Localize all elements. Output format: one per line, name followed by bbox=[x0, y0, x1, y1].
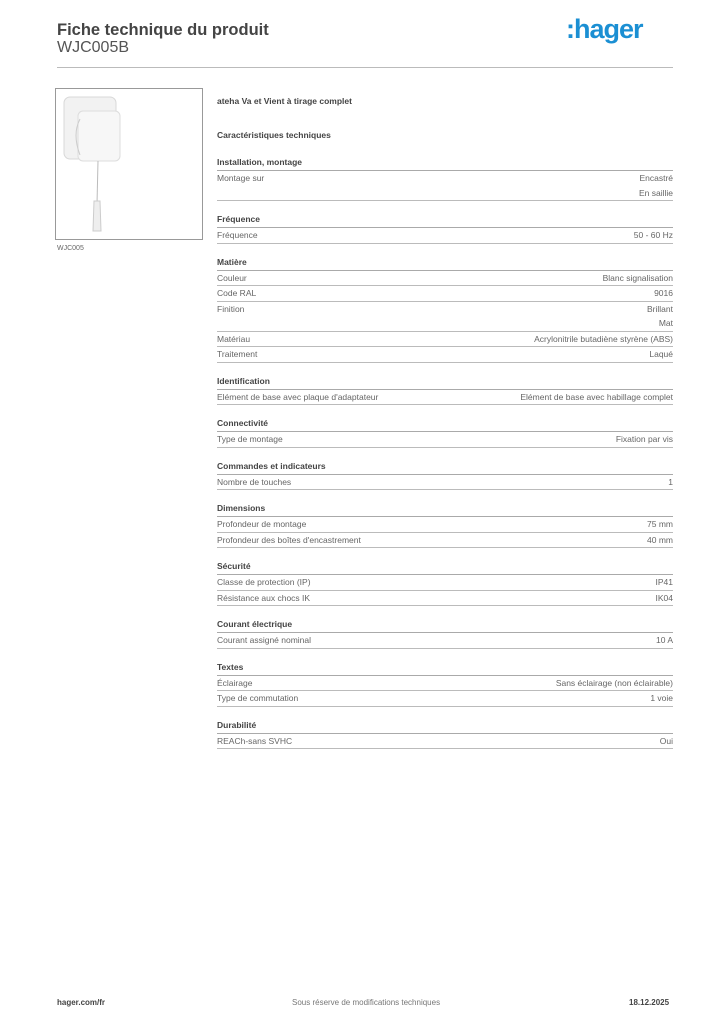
spec-value-line: IP41 bbox=[655, 577, 673, 587]
section-title: Identification bbox=[217, 375, 673, 390]
spec-label: Nombre de touches bbox=[217, 476, 292, 487]
spec-value bbox=[668, 475, 673, 490]
spec-value bbox=[616, 432, 673, 447]
spec-label: Profondeur des boîtes d'encastrement bbox=[217, 534, 361, 545]
section-title: Matière bbox=[217, 256, 673, 271]
spec-label: Finition bbox=[217, 303, 245, 314]
spec-label: Fréquence bbox=[217, 230, 258, 240]
spec-value bbox=[656, 591, 674, 606]
spec-row bbox=[217, 691, 673, 707]
section-title: Installation, montage bbox=[217, 156, 673, 171]
spec-content bbox=[217, 96, 673, 749]
spec-row bbox=[217, 591, 673, 607]
spec-section bbox=[217, 213, 673, 244]
spec-row bbox=[217, 228, 673, 244]
image-caption: WJC005 bbox=[57, 245, 84, 252]
section-title: Connectivité bbox=[217, 417, 673, 432]
spec-value bbox=[656, 633, 673, 648]
header-divider bbox=[57, 67, 673, 68]
spec-value bbox=[639, 171, 673, 200]
spec-value bbox=[534, 332, 673, 347]
page-title: Fiche technique du produit bbox=[57, 21, 269, 39]
spec-value-line: 40 mm bbox=[647, 534, 673, 545]
spec-label: REACh-sans SVHC bbox=[217, 735, 293, 746]
spec-label: Type de montage bbox=[217, 434, 283, 444]
spec-value-line: 1 bbox=[668, 476, 673, 487]
spec-label: Courant assigné nominal bbox=[217, 635, 312, 645]
spec-value bbox=[647, 533, 673, 548]
spec-value bbox=[647, 302, 673, 331]
spec-row bbox=[217, 171, 673, 201]
spec-section bbox=[217, 560, 673, 606]
spec-value-line: 9016 bbox=[654, 288, 673, 298]
pull-switch-illustration bbox=[56, 89, 202, 239]
spec-value-line: Blanc signalisation bbox=[602, 272, 673, 283]
spec-value bbox=[654, 286, 673, 301]
spec-value bbox=[556, 676, 673, 691]
spec-row bbox=[217, 332, 673, 348]
spec-value-line: Mat bbox=[658, 318, 673, 328]
spec-row bbox=[217, 575, 673, 591]
spec-value-line: IK04 bbox=[655, 592, 673, 603]
spec-section bbox=[217, 256, 673, 363]
footer-date: 18.12.2025 bbox=[629, 998, 670, 1007]
product-image bbox=[55, 88, 203, 240]
spec-value-line: En saillie bbox=[638, 187, 673, 198]
section-title: Sécurité bbox=[217, 560, 673, 575]
spec-row bbox=[217, 302, 673, 332]
spec-value-line: Laqué bbox=[649, 349, 673, 359]
spec-row bbox=[217, 734, 673, 750]
spec-label: Type de commutation bbox=[217, 693, 299, 703]
spec-label: Profondeur de montage bbox=[217, 519, 307, 529]
spec-label: Matériau bbox=[217, 333, 251, 344]
footer-website[interactable]: hager.com/fr bbox=[57, 998, 106, 1007]
spec-section bbox=[217, 661, 673, 707]
spec-value bbox=[520, 390, 673, 405]
footer-notice: Sous réserve de modifications techniques bbox=[292, 998, 441, 1007]
spec-label: Code RAL bbox=[217, 288, 257, 298]
spec-row bbox=[217, 676, 673, 692]
spec-section bbox=[217, 460, 673, 491]
spec-value-line: Elément de base avec habillage complet bbox=[520, 391, 673, 402]
spec-value-line: Oui bbox=[659, 735, 673, 746]
spec-label: Éclairage bbox=[217, 677, 253, 688]
spec-label: Traitement bbox=[217, 349, 258, 359]
spec-value bbox=[603, 271, 673, 286]
section-title: Textes bbox=[217, 661, 673, 676]
section-title: Courant électrique bbox=[217, 618, 673, 633]
spec-section bbox=[217, 618, 673, 649]
spec-label: Classe de protection (IP) bbox=[217, 577, 311, 587]
spec-row bbox=[217, 390, 673, 406]
spec-value bbox=[634, 228, 673, 243]
spec-label: Couleur bbox=[217, 272, 247, 283]
spec-row bbox=[217, 475, 673, 491]
product-code: WJC005B bbox=[57, 39, 130, 56]
spec-row bbox=[217, 633, 673, 649]
spec-section bbox=[217, 417, 673, 448]
section-title: Dimensions bbox=[217, 502, 673, 517]
specs-title: Caractéristiques techniques bbox=[217, 130, 331, 140]
hager-logo: :hager bbox=[566, 14, 643, 44]
spec-section bbox=[217, 502, 673, 548]
spec-label: Montage sur bbox=[217, 173, 265, 183]
spec-value bbox=[660, 734, 673, 749]
spec-row bbox=[217, 271, 673, 287]
spec-value-line: Fixation par vis bbox=[615, 434, 673, 444]
spec-section bbox=[217, 375, 673, 406]
spec-value-line: Encastré bbox=[639, 173, 673, 183]
spec-section bbox=[217, 719, 673, 750]
spec-section bbox=[217, 156, 673, 201]
spec-value bbox=[649, 347, 673, 362]
spec-value-line: 10 A bbox=[655, 635, 673, 645]
spec-value bbox=[650, 691, 673, 706]
spec-value-line: 50 - 60 Hz bbox=[633, 230, 673, 240]
spec-row bbox=[217, 517, 673, 533]
section-title: Durabilité bbox=[217, 719, 673, 734]
spec-row bbox=[217, 432, 673, 448]
spec-value-line: Sans éclairage (non éclairable) bbox=[555, 677, 673, 688]
section-title: Fréquence bbox=[217, 213, 673, 228]
spec-value-line: 75 mm bbox=[647, 519, 673, 529]
spec-value-line: Brillant bbox=[647, 303, 673, 314]
spec-value bbox=[647, 517, 673, 532]
spec-label: Elément de base avec plaque d'adaptateur bbox=[217, 391, 379, 402]
section-title: Commandes et indicateurs bbox=[217, 460, 673, 475]
spec-value-line: Acrylonitrile butadiène styrène (ABS) bbox=[534, 333, 673, 344]
product-name: ateha Va et Vient à tirage complet bbox=[217, 96, 352, 106]
spec-row bbox=[217, 286, 673, 302]
spec-label: Résistance aux chocs IK bbox=[217, 592, 311, 603]
spec-value bbox=[656, 575, 674, 590]
spec-row bbox=[217, 533, 673, 549]
spec-value-line: 1 voie bbox=[650, 693, 673, 703]
spec-row bbox=[217, 347, 673, 363]
